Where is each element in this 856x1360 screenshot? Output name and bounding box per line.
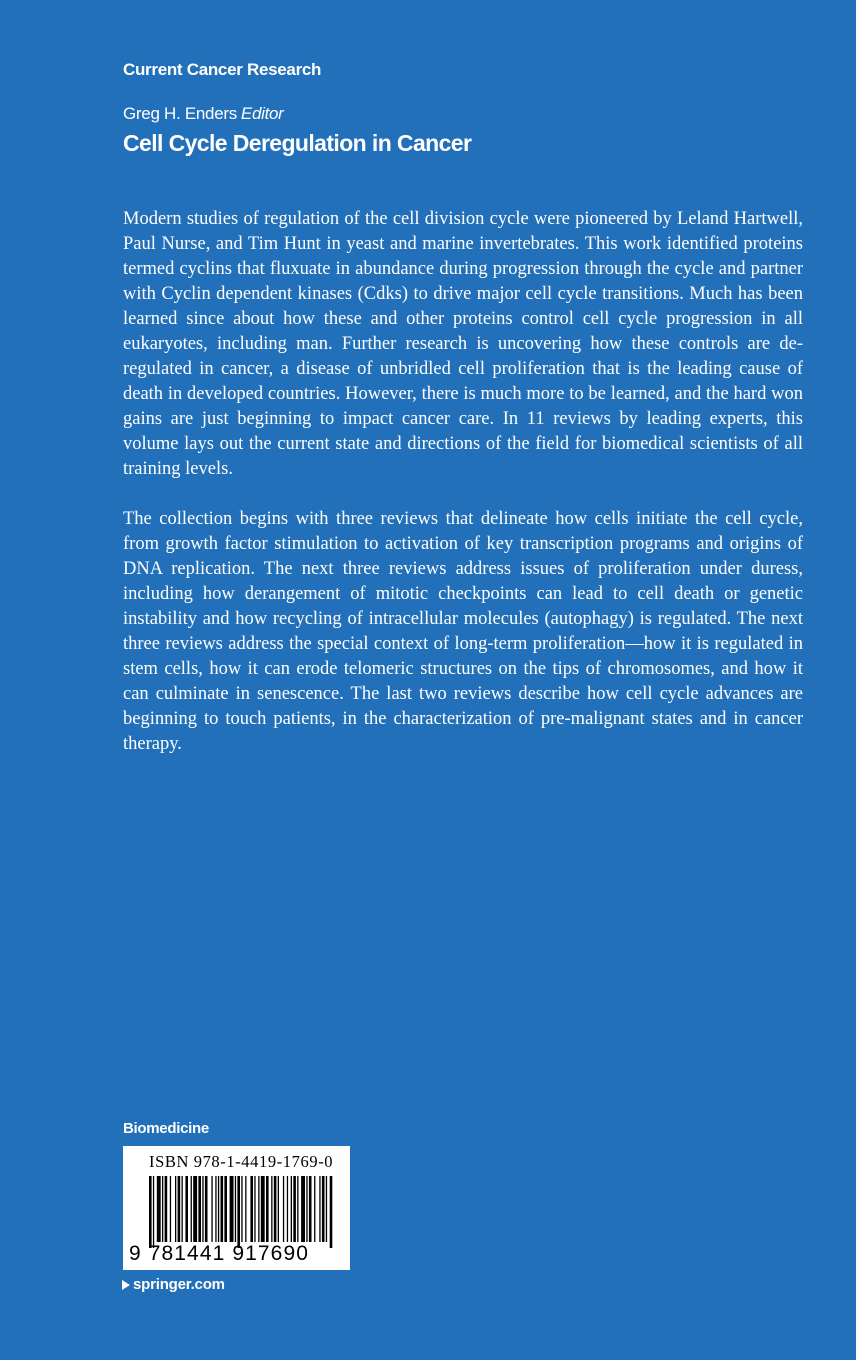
subject-category: Biomedicine xyxy=(123,1120,209,1137)
series-name: Current Cancer Research xyxy=(123,60,322,79)
isbn-barcode-box xyxy=(123,1146,350,1270)
description-paragraph-1: Modern studies of regulation of the cell division cycle were pioneered by Leland Hartwell, Paul Nurse, and Tim Hunt in yeast and marine invertebrates. This work identified proteins termed cyclins that fluxuate in abundance during progression through the cycle and partner with Cyclin dependent kinases (Cdks) to drive major cell cycle transitions. Much has been learned since about how these and other proteins control cell cycle progression in all eukaryotes, including man. Further research is uncovering how these controls are de-regulated in cancer, a disease of unbridled cell proliferation that is the leading cause of death in developed countries. However, there is much more to be learned, and the hard won gains are just beginning to impact cancer care. In 11 reviews by leading experts, this volume lays out the current state and directions of the field for biomedical scientists of all training levels. xyxy=(123,209,803,479)
arrow-right-icon xyxy=(122,1280,130,1290)
isbn-label: ISBN 978-1-4419-1769-0 xyxy=(149,1152,334,1171)
editor-name: Greg H. Enders xyxy=(123,104,237,123)
book-title: Cell Cycle Deregulation in Cancer xyxy=(123,130,472,156)
editor-role: Editor xyxy=(240,104,284,123)
barcode-digits: 9 781441 917690 xyxy=(129,1242,309,1265)
publisher-label: springer.com xyxy=(133,1276,225,1293)
book-description xyxy=(123,207,803,782)
editor-line xyxy=(123,104,284,124)
publisher-link[interactable] xyxy=(122,1276,225,1293)
description-paragraph-2: The collection begins with three reviews that delineate how cells initiate the cell cycle, from growth factor stimulation to activation of key transcription programs and origins of DNA replication. The next three reviews address issues of proliferation under duress, including how derangement of mitotic checkpoints can lead to cell death or genetic instability and how recycling of intracellular molecules (autophagy) is regulated. The next three reviews address the special context of long-term proliferation—how it is regulated in stem cells, how it can erode telomeric structures on the tips of chromosomes, and how it can culminate in senescence. The last two reviews describe how cell cycle advances are beginning to touch patients, in the characterization of pre-malignant states and in cancer therapy. xyxy=(123,509,803,754)
